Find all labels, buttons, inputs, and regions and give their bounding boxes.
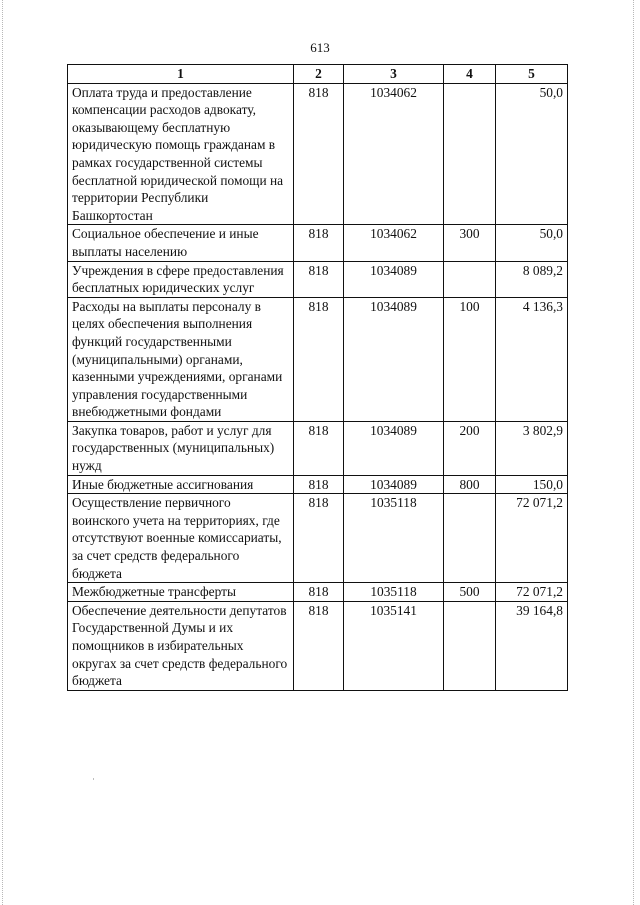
row-ministry-cell: 818 bbox=[294, 421, 344, 475]
row-amount-cell: 50,0 bbox=[496, 83, 568, 225]
table-row bbox=[68, 261, 568, 297]
page-edge-right bbox=[633, 0, 634, 905]
row-expense-type-cell: 500 bbox=[444, 583, 496, 602]
row-name-cell: Социальное обеспечение и иные выплаты населению bbox=[68, 225, 294, 261]
row-ministry-cell: 818 bbox=[294, 475, 344, 494]
row-expense-type-cell: 200 bbox=[444, 421, 496, 475]
row-target-cell: 1035118 bbox=[344, 583, 444, 602]
scan-speck bbox=[93, 778, 94, 780]
row-amount-cell: 39 164,8 bbox=[496, 601, 568, 690]
row-ministry-cell: 818 bbox=[294, 601, 344, 690]
column-header-4: 4 bbox=[444, 65, 496, 84]
row-ministry-cell: 818 bbox=[294, 494, 344, 583]
row-target-cell: 1035118 bbox=[344, 494, 444, 583]
column-header-5: 5 bbox=[496, 65, 568, 84]
row-target-cell: 1034062 bbox=[344, 225, 444, 261]
row-ministry-cell: 818 bbox=[294, 261, 344, 297]
page-edge-left bbox=[2, 0, 3, 905]
row-expense-type-cell bbox=[444, 83, 496, 225]
page-number: 613 bbox=[310, 40, 330, 55]
row-name-cell: Иные бюджетные ассигнования bbox=[68, 475, 294, 494]
table-row bbox=[68, 583, 568, 602]
table-row bbox=[68, 421, 568, 475]
row-amount-cell: 72 071,2 bbox=[496, 494, 568, 583]
row-amount-cell: 8 089,2 bbox=[496, 261, 568, 297]
table-row bbox=[68, 83, 568, 225]
row-amount-cell: 4 136,3 bbox=[496, 297, 568, 421]
row-target-cell: 1034089 bbox=[344, 261, 444, 297]
row-expense-type-cell: 100 bbox=[444, 297, 496, 421]
row-ministry-cell: 818 bbox=[294, 583, 344, 602]
budget-table bbox=[67, 64, 568, 691]
row-target-cell: 1034062 bbox=[344, 83, 444, 225]
row-expense-type-cell: 300 bbox=[444, 225, 496, 261]
row-ministry-cell: 818 bbox=[294, 83, 344, 225]
table-row bbox=[68, 297, 568, 421]
row-name-cell: Оплата труда и предоставление компенсации расходов адвокату, оказывающему бесплатную юридическую помощь гражданам в рамках государственной системы бесплатной юридической помощи на территории Республики Башкортостан bbox=[68, 83, 294, 225]
row-name-cell: Закупка товаров, работ и услуг для государственных (муниципальных) нужд bbox=[68, 421, 294, 475]
table-row bbox=[68, 475, 568, 494]
row-name-cell: Расходы на выплаты персоналу в целях обеспечения выполнения функций государственными (муниципальными) органами, казенными учреждениями, органами управления государственными внебюджетными фондами bbox=[68, 297, 294, 421]
row-target-cell: 1034089 bbox=[344, 297, 444, 421]
row-ministry-cell: 818 bbox=[294, 225, 344, 261]
column-header-3: 3 bbox=[344, 65, 444, 84]
row-amount-cell: 3 802,9 bbox=[496, 421, 568, 475]
row-name-cell: Межбюджетные трансферты bbox=[68, 583, 294, 602]
row-ministry-cell: 818 bbox=[294, 297, 344, 421]
table-row bbox=[68, 225, 568, 261]
row-target-cell: 1035141 bbox=[344, 601, 444, 690]
row-expense-type-cell: 800 bbox=[444, 475, 496, 494]
table-row bbox=[68, 601, 568, 690]
row-name-cell: Обеспечение деятельности депутатов Государственной Думы и их помощников в избирательных округах за счет средств федерального бюджета bbox=[68, 601, 294, 690]
row-target-cell: 1034089 bbox=[344, 421, 444, 475]
column-header-2: 2 bbox=[294, 65, 344, 84]
column-header-1: 1 bbox=[68, 65, 294, 84]
row-amount-cell: 72 071,2 bbox=[496, 583, 568, 602]
row-name-cell: Осуществление первичного воинского учета на территориях, где отсутствуют военные комиссариаты, за счет средств федерального бюджета bbox=[68, 494, 294, 583]
row-amount-cell: 150,0 bbox=[496, 475, 568, 494]
row-expense-type-cell bbox=[444, 601, 496, 690]
row-expense-type-cell bbox=[444, 494, 496, 583]
row-target-cell: 1034089 bbox=[344, 475, 444, 494]
row-expense-type-cell bbox=[444, 261, 496, 297]
row-name-cell: Учреждения в сфере предоставления бесплатных юридических услуг bbox=[68, 261, 294, 297]
table-row bbox=[68, 494, 568, 583]
row-amount-cell: 50,0 bbox=[496, 225, 568, 261]
table-header-row bbox=[68, 65, 568, 84]
